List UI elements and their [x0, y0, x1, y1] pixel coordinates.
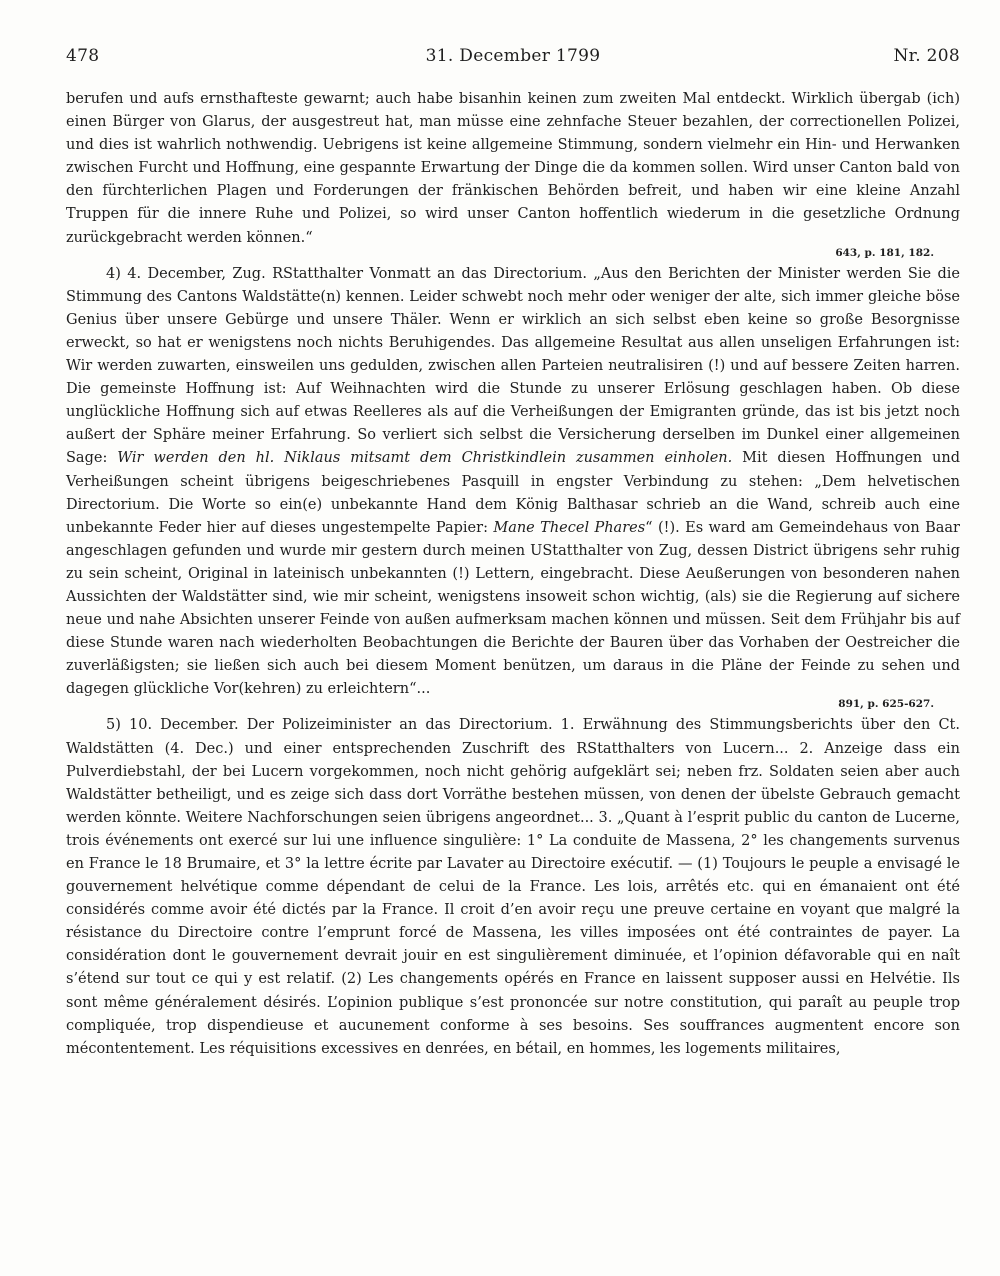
- paragraph-text: Mit diesen Hoffnungen und Verheißungen scheint übrigens beigeschriebenes Pasquill in engster Verbindung zu stehen: „Dem helvetischen Directorium. Die Worte so ein(e) unbekannte Hand dem König Balthasar schrieb an die Wand, schreib auch eine unbekannte Feder hier auf dieses ungestempelte Papier:: [66, 450, 961, 536]
- italic-text: Wir werden den hl. Niklaus mitsamt dem Christkindlein zusammen einholen.: [117, 450, 733, 467]
- header-date: 31. December 1799: [425, 46, 601, 66]
- paragraph-text: 4) 4. December, Zug. RStatthalter Vonmatt an das Directorium. „Aus den Berichten der Minister werden Sie die Stimmung des Cantons Waldstätte(n) kennen. Leider schwebt noch mehr oder weniger der alte, sich immer gleiche böse Genius über unsere Gebürge und unsere Thäler. Wenn er wirklich an sich selbst eben keine so große Besorgnisse erweckt, so hat er wenigstens noch nichts Beruhigendes. Das allgemeine Resultat aus allen unseligen Erfahrungen ist: Wir werden zuwarten, einsweilen uns gedulden, zwischen allen Parteien neutralisiren (!) und auf bessere Zeiten harren. Die gemeinste Hoffnung ist: Auf Weihnachten wird die Stunde zu unserer Erlösung geschlagen haben. Ob diese unglückliche Hoffnung sich auf etwas Reelleres als auf die Verheißungen der Emigranten gründe, das ist bis jetzt noch außert der Sphäre meiner Erfahrung. So verliert sich selbst die Versicherung derselben im Dunkel einer allgemeinen Sage:: [66, 265, 960, 467]
- document-number: Nr. 208: [893, 46, 960, 66]
- paragraph: [66, 714, 960, 1060]
- source-reference: 891, p. 625-627.: [838, 698, 934, 711]
- document-body: [66, 88, 960, 1061]
- source-reference: 643, p. 181, 182.: [835, 246, 934, 259]
- paragraph: [66, 88, 960, 250]
- paragraph-text: berufen und aufs ernsthafteste gewarnt; auch habe bisanhin keinen zum zweiten Mal entdeckt. Wirklich übergab (ich) einen Bürger von Glarus, der ausgestreut hat, man müsse eine zehnfache Steuer bezahlen, der correctionellen Polizei, und dies ist wahrlich nothwendig. Uebrigens ist keine allgemeine Stimmung, sondern vielmehr ein Hin- und Herwanken zwischen Furcht und Hoffnung, eine gespannte Erwartung der Dinge die da kommen sollen. Wird unser Canton bald von den fürchterlichen Plagen und Forderungen der fränkischen Behörden befreit, und haben wir eine kleine Anzahl Truppen für die innere Ruhe und Polizei, so wird unser Canton hoffentlich wiederum in die gesetzliche Ordnung zurückgebracht werden können.“: [66, 91, 960, 246]
- page-header: [66, 46, 960, 76]
- italic-text: Mane Thecel Phares: [493, 519, 646, 536]
- paragraph: [66, 263, 960, 702]
- paragraph-text: “ (!). Es ward am Gemeindehaus von Baar angeschlagen gefunden und wurde mir gestern durch meinen UStatthalter von Zug, dessen District übrigens sehr ruhig zu sein scheint, Original in lateinisch unbekannten (!) Lettern, eingebracht. Diese Aeußerungen von besonderen nahen Aussichten der Waldstätter sind, wie mir scheint, wenigstens insoweit schon wichtig, (als) sie die Regierung auf sichere neue und nahe Absichten unserer Feinde von außen aufmerksam machen können und müssen. Seit dem Frühjahr bis auf diese Stunde waren nach wiederholten Beobachtungen die Berichte der Bauren über das Vorhaben der Oestreicher die zuverläßigsten; sie ließen sich auch bei diesem Moment benützen, um daraus in die Pläne der Feinde zu sehen und dagegen glückliche Vor(kehren) zu erleichtern“...: [66, 519, 960, 698]
- paragraph-text: 5) 10. December. Der Polizeiminister an das Directorium. 1. Erwähnung des Stimmungsberichts über den Ct. Waldstätten (4. Dec.) und einer entsprechenden Zuschrift des RStatthalters von Lucern... 2. Anzeige dass ein Pulverdiebstahl, der bei Lucern vorgekommen, noch nicht gehörig aufgeklärt sei; neben frz. Soldaten seien aber auch Waldstätter betheiligt, und es zeige sich dass dort Vorräthe bestehen müssen, von denen der übelste Gebrauch gemacht werden könnte. Weitere Nachforschungen seien übrigens angeordnet... 3. „Quant à l’esprit public du canton de Lucerne, trois événements ont exercé sur lui une influence singulière: 1° La conduite de Massena, 2° les changements survenus en France le 18 Brumaire, et 3° la lettre écrite par Lavater au Directoire exécutif. — (1) Toujours le peuple a envisagé le gouvernement helvétique comme dépendant de celui de la France. Les lois, arrêtés etc. qui en émanaient ont été considérés comme avoir été dictés par la France. Il croit d’en avoir reçu une preuve certaine en voyant que malgré la résistance du Directoire contre l’emprunt forcé de Massena, les villes imposées ont été contraintes de payer. La considération dont le gouvernement devrait jouir en est singulièrement diminuée, et l’opinion défavorable qui en naît s’étend sur tout ce qui y est relatif. (2) Les changements opérés en France en laissent supposer aussi en Helvétie. Ils sont même généralement désirés. L’opinion publique s’est prononcée sur notre constitution, qui paraît au peuple trop compliquée, trop dispendieuse et aucunement conforme à ses besoins. Ses souffrances augmentent encore son mécontentement. Les réquisitions excessives en denrées, en bétail, en hommes, les logements militaires,: [66, 717, 960, 1057]
- page-number: 478: [66, 46, 100, 66]
